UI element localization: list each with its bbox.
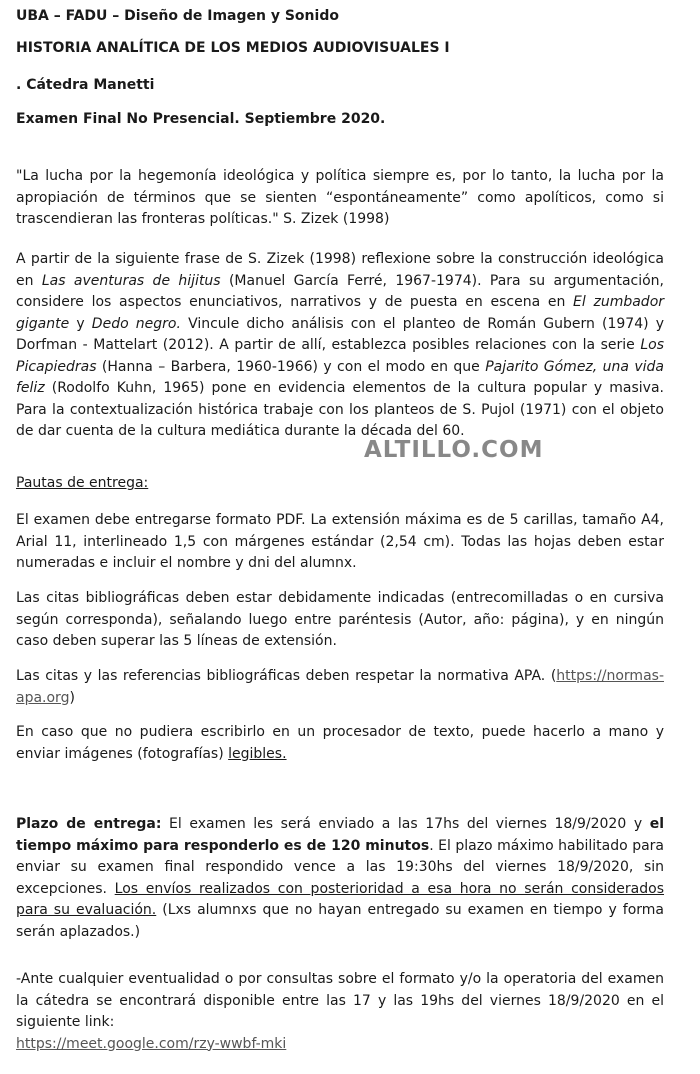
- pautas-manuscrito-paragraph: [16, 722, 664, 765]
- prompt-title-dedo-negro: Dedo negro.: [91, 315, 181, 332]
- catedra-name: . Cátedra Manetti: [16, 77, 155, 93]
- plazo-entrega: [16, 814, 664, 943]
- pautas-apa-paragraph: [16, 666, 664, 709]
- exam-title: Examen Final No Presencial. Septiembre 2020.: [16, 111, 386, 127]
- prompt-title-pajarito: Pajarito Gómez, una vida feliz: [16, 358, 664, 396]
- pautas-apa-text: Las citas y las referencias bibliográficas deben respetar la normativa APA. (: [16, 668, 557, 684]
- prompt-text-6: (Rodolfo Kuhn, 1965) pone en evidencia elementos de la cultura popular y masiva. Para la contextualización histórica trabaje con los planteos de S. Pujol (1971) con el objeto de dar cuenta de la cultura mediática durante la década del 60.: [16, 380, 664, 439]
- legibles-underlined: legibles.: [228, 745, 287, 762]
- prompt-text-5: (Hanna – Barbera, 1960-1966) y con el modo en que: [96, 358, 486, 375]
- prompt-text-1: A partir de la siguiente frase de S. Zizek (1998) reflexione sobre la construcción ideológica en: [16, 251, 664, 289]
- prompt-title-zumbador: El zumbador gigante: [16, 294, 665, 332]
- pautas-format-text: El examen debe entregarse formato PDF. La extensión máxima es de 5 carillas, tamaño A4, Arial 11, interlineado 1,5 con márgenes estándar (2,54 cm). Todas las hojas deben estar numeradas e incluir el nombre y dni del alumnx.: [16, 512, 664, 571]
- prompt-title-hijitus: Las aventuras de hijitus: [41, 272, 221, 289]
- pautas-citas: [16, 588, 664, 653]
- prompt-paragraph: [16, 249, 664, 443]
- prompt-title-picapiedras: Los Picapiedras: [16, 337, 664, 375]
- plazo-text-3: (Lxs alumnxs que no hayan entregado su examen en tiempo y forma serán aplazados.): [16, 902, 664, 940]
- plazo-tiempo-maximo: el tiempo máximo para responderlo es de 120 minutos: [16, 816, 664, 854]
- plazo-text-2: . El plazo máximo habilitado para enviar su examen final respondido vence a las 19:30hs del viernes 18/9/2020, sin excepciones.: [16, 837, 664, 897]
- prompt-text-4: Vincule dicho análisis con el planteo de Román Gubern (1974) y Dorfman - Mattelart (2012). A partir de allí, establezca posibles relaciones con la serie: [16, 315, 665, 353]
- institution-header: UBA – FADU – Diseño de Imagen y Sonido: [16, 8, 339, 24]
- pautas-format: [16, 510, 664, 575]
- plazo-envios-warning: Los envíos realizados con posterioridad a esa hora no serán considerados para su evaluación.: [16, 880, 665, 918]
- apa-link[interactable]: https://normas-apa.org: [16, 668, 664, 706]
- altillo-watermark: ALTILLO.COM: [364, 437, 544, 463]
- course-title: HISTORIA ANALÍTICA DE LOS MEDIOS AUDIOVISUALES I: [16, 40, 450, 56]
- pautas-apa: [16, 666, 664, 709]
- prompt-text-3: y: [69, 315, 92, 332]
- plazo-paragraph: [16, 814, 664, 943]
- plazo-label: Plazo de entrega:: [16, 816, 162, 832]
- pautas-manuscrito: [16, 722, 664, 765]
- pautas-heading: Pautas de entrega:: [16, 475, 149, 491]
- prompt-text-2: (Manuel García Ferré, 1967-1974). Para su argumentación, considere los aspectos enunciativos, narrativos y de puesta en escena en: [16, 272, 665, 310]
- pautas-apa-close: ): [69, 689, 75, 706]
- pautas-citas-text: Las citas bibliográficas deben estar debidamente indicadas (entrecomilladas o en cursiva según corresponda), señalando luego entre paréntesis (Autor, año: página), y en ningún caso deben superar las 5 líneas de extensión.: [16, 590, 664, 649]
- consultas-link-line: [16, 1034, 664, 1056]
- zizek-quote: [16, 166, 664, 231]
- plazo-text-1: El examen les será enviado a las 17hs del viernes 18/9/2020 y: [161, 816, 650, 832]
- pautas-manuscrito-text: En caso que no pudiera escribirlo en un procesador de texto, puede hacerlo a mano y enviar imágenes (fotografías): [16, 724, 664, 762]
- exam-prompt: [16, 249, 664, 443]
- consultas-text: -Ante cualquier eventualidad o por consultas sobre el formato y/o la operatoria del examen la cátedra se encontrará disponible entre las 17 y las 19hs del viernes 18/9/2020 en el siguiente link:: [16, 971, 664, 1030]
- quote-text: "La lucha por la hegemonía ideológica y política siempre es, por lo tanto, la lucha por la apropiación de términos que se sienten “espontáneamente” como apolíticos, como si trascendieran las fronteras políticas." S. Zizek (1998): [16, 168, 664, 227]
- meet-link[interactable]: https://meet.google.com/rzy-wwbf-mki: [16, 1035, 287, 1052]
- consultas: [16, 969, 664, 1055]
